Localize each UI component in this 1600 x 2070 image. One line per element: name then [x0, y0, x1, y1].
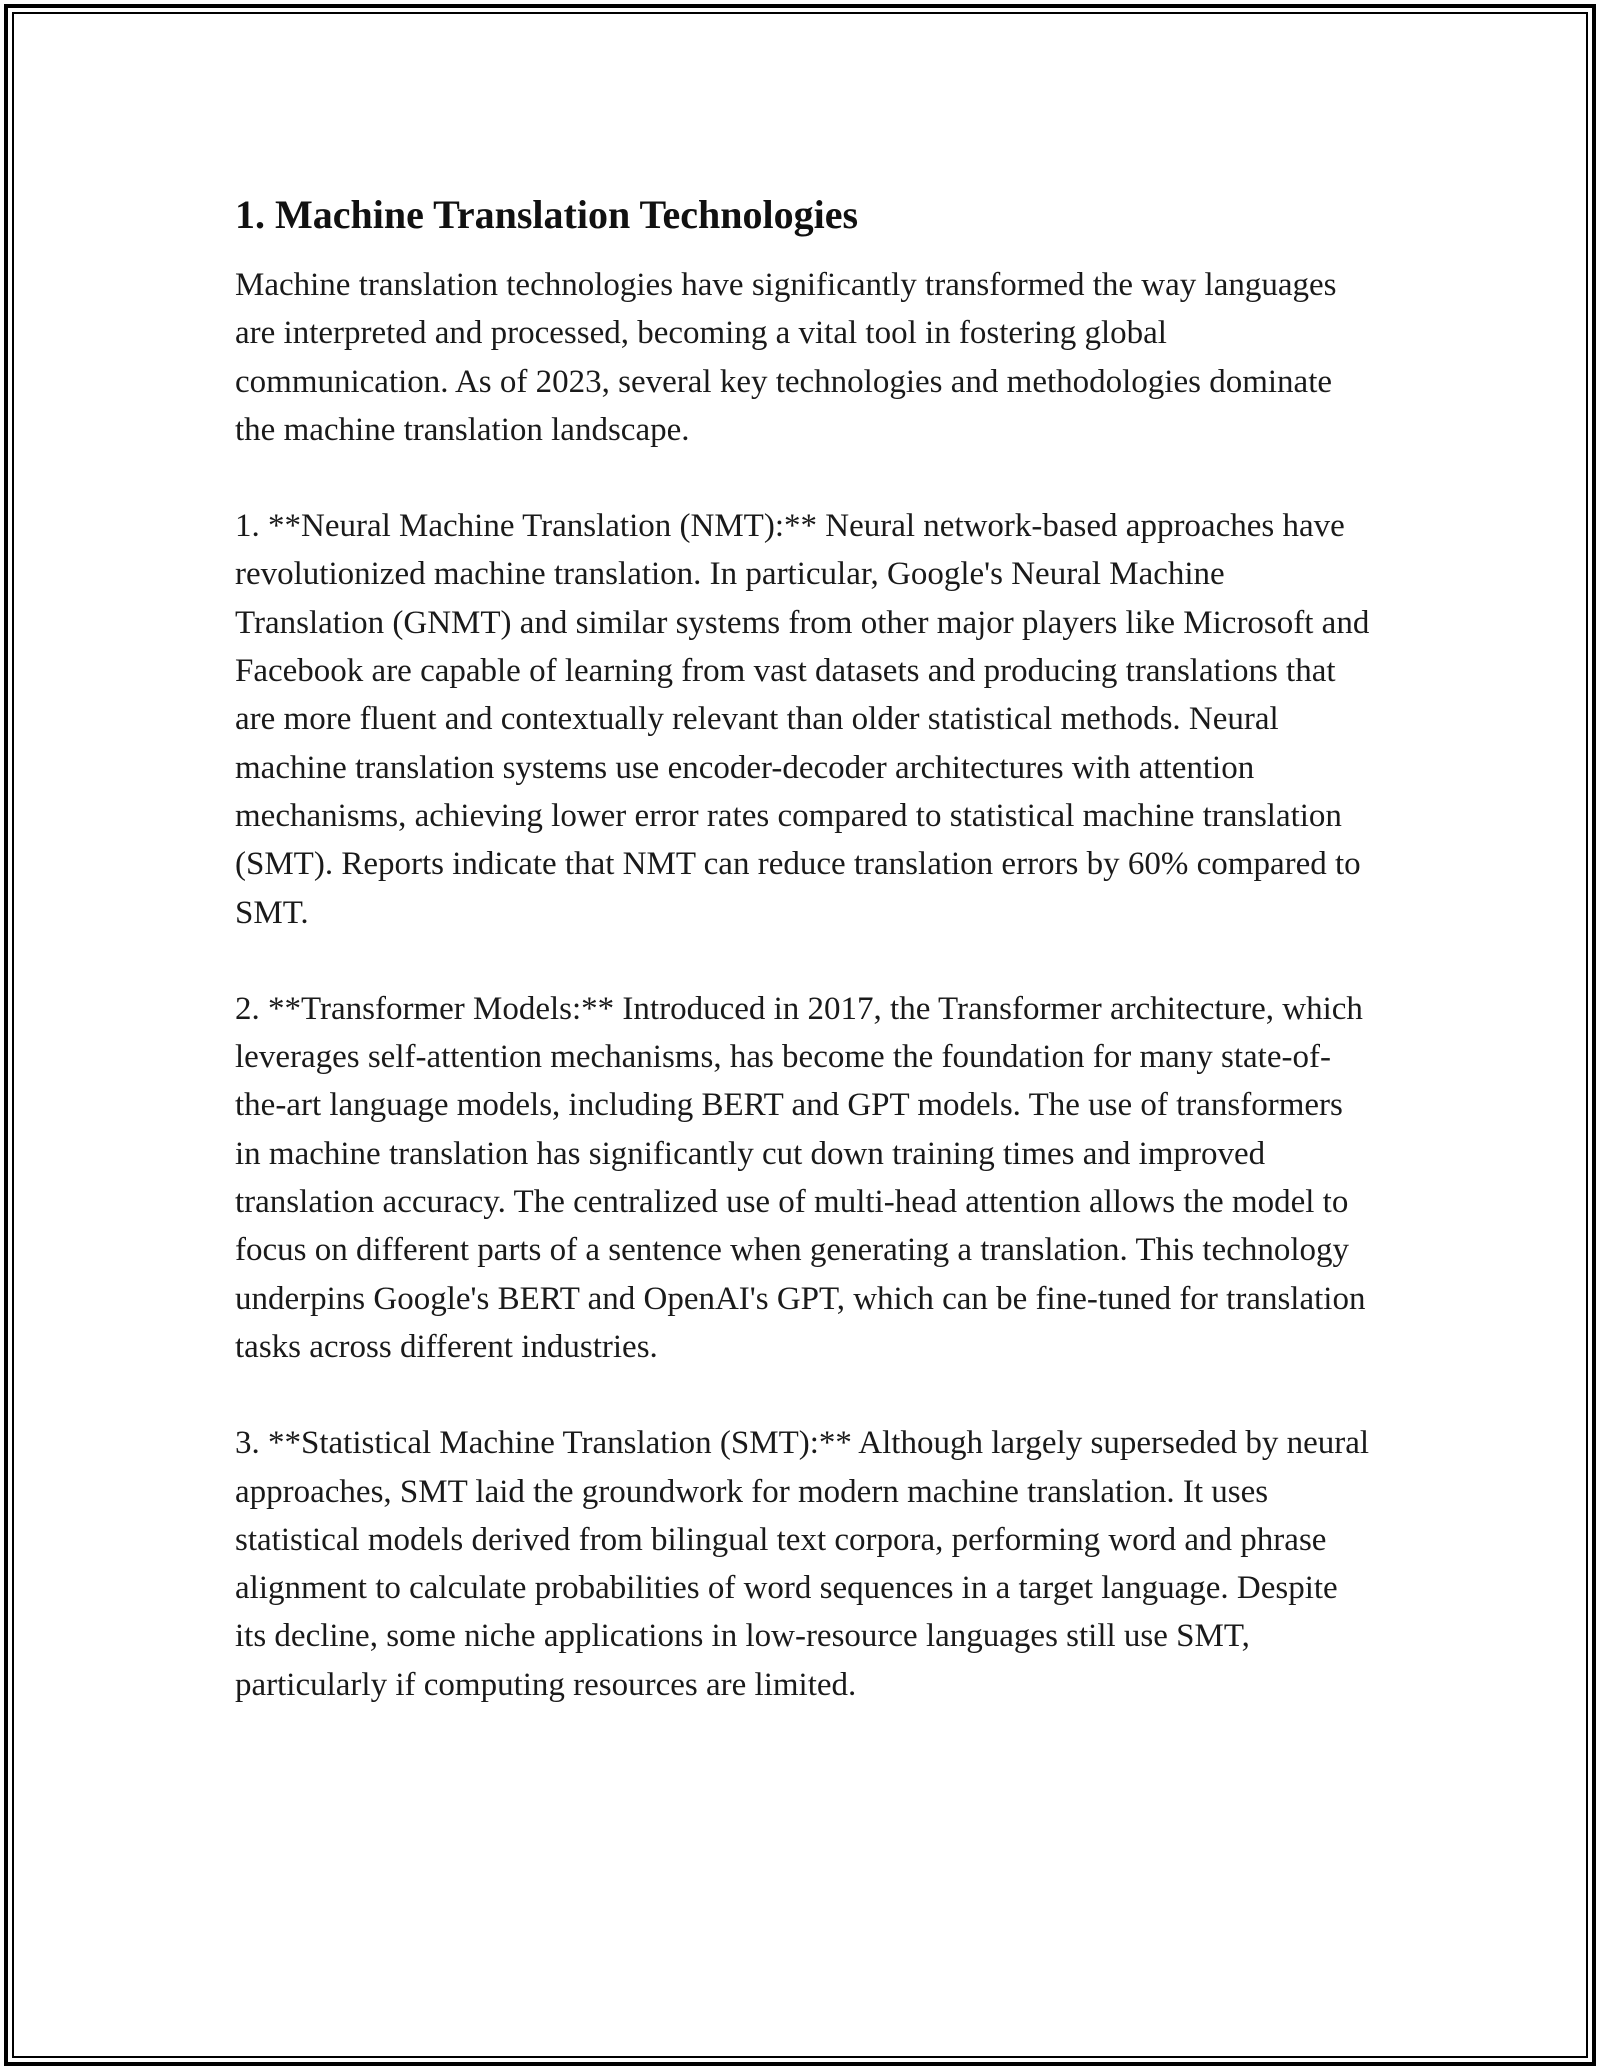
document-body — [235, 180, 1375, 1757]
smt-paragraph: 3. **Statistical Machine Translation (SMT):** Although largely superseded by neural approaches, SMT laid the groundwork for modern machine translation. It uses statistical models derived from bilingual text corpora, performing word and phrase alignment to calculate probabilities of word sequences in a target language. Despite its decline, some niche applications in low-resource languages still use SMT, particularly if computing resources are limited. — [235, 1425, 1370, 1703]
intro-paragraph: Machine translation technologies have significantly transformed the way languages are interpreted and processed, becoming a vital tool in fostering global communication. As of 2023, several key technologies and methodologies dominate the machine translation landscape. — [235, 267, 1337, 448]
section-heading: 1. Machine Translation Technologies — [235, 192, 859, 237]
transformer-paragraph: 2. **Transformer Models:** Introduced in 2017, the Transformer architecture, which leverages self-attention mechanisms, has become the foundation for many state-of-the-art language models, including BERT and GPT models. The use of transformers in machine translation has significantly cut down training times and improved translation accuracy. The centralized use of multi-head attention allows the model to focus on different parts of a sentence when generating a translation. This technology underpins Google's BERT and OpenAI's GPT, which can be fine-tuned for translation tasks across different industries. — [235, 990, 1366, 1365]
nmt-paragraph: 1. **Neural Machine Translation (NMT):** Neural network-based approaches have revolutionized machine translation. In particular, Google's Neural Machine Translation (GNMT) and similar systems from other major players like Microsoft and Facebook are capable of learning from vast datasets and producing translations that are more fluent and contextually relevant than older statistical methods. Neural machine translation systems use encoder-decoder architectures with attention mechanisms, achieving lower error rates compared to statistical machine translation (SMT). Reports indicate that NMT can reduce translation errors by 60% compared to SMT. — [235, 508, 1370, 931]
